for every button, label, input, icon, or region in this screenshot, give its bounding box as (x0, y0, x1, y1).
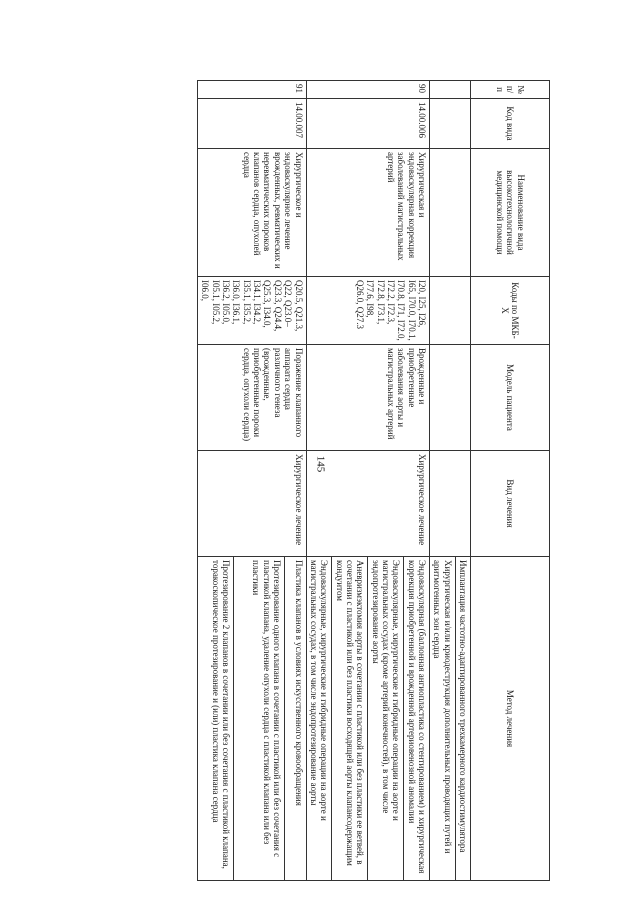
cell-method: Пластика клапанов в условиях искусственного кровообращения (284, 557, 306, 881)
cell-model: Поражение клапанного аппарата сердца различного генеза (врожденные, приобретенные пороки сердца, опухоли сердца) (198, 345, 306, 451)
header-name: Наименование вида высокотехнологичной медицинской помощи (471, 149, 550, 277)
header-num: № п/п (471, 81, 550, 99)
header-code: Код вида (471, 99, 550, 149)
cell-treatment: Хирургическое лечение (306, 451, 429, 557)
cell-name: Хирургическое и эндоваскулярное лечение врожденных, ревматических и неревматических пороков клапанов сердца, опухолей сердца (198, 149, 306, 277)
cell-num: 90 (306, 81, 429, 99)
cell-method: Хирургическая и/или криодеструкция дополнительных проводящих путей и аритмогенных зон сердца (429, 557, 455, 881)
cell-method: Протезирование 2 клапанов в сочетании или без сочетания с пластикой клапана, торакоскопическое протезирование и (или) пластика клапана сердца (198, 557, 234, 881)
cell-method: Аневризмэктомия аорты в сочетании с пластикой или без пластики ее ветвей, в сочетании с пластикой или без пластики восходящей аорты клапансодержащим кондуитом (332, 557, 368, 881)
treatment-table (197, 80, 550, 881)
cell-model: Врожденные и приобретенные заболевания аорты и магистральных артерий (306, 345, 429, 451)
cell-method: Эндоваскулярные, хирургические и гибридные операции на аорте и магистральных сосудах, в том числе эндопротезирование аорты (306, 557, 332, 881)
cell-treatment (429, 451, 470, 557)
cell-method: Эндоваскулярная (баллонная ангиопластика со стентированием) и хирургическая коррекция приобретенной и врожденной артериовенозной аномалии (404, 557, 430, 881)
cell-treatment: Хирургическое лечение (198, 451, 306, 557)
header-treatment: Вид лечения (471, 451, 550, 557)
table-row (284, 81, 306, 881)
page-number: 145 (314, 455, 327, 473)
cell-mkb: I20, I25, I26, I65, I70.0, I70.1, I70.8, I71, I72.0, I72.2, I72.3, I72.8, I73.1, I77.6, I98, Q26.0, Q27.3 (306, 277, 429, 345)
cell-code: 14.00.006 (306, 99, 429, 149)
header-model: Модель пациента (471, 345, 550, 451)
table-row (404, 81, 430, 881)
header-mkb: Коды по МКБ-Х (471, 277, 550, 345)
cell-method: Протезирование одного клапана в сочетании с пластикой или без сочетания с пластикой клапана, удаление опухоли сердца с пластикой клапана или без пластики (234, 557, 285, 881)
cell-mkb (429, 277, 470, 345)
cell-num: 91 (198, 81, 306, 99)
cell-name (429, 149, 470, 277)
header-method: Метод лечения (471, 557, 550, 881)
table-row (455, 81, 470, 881)
cell-model (429, 345, 470, 451)
cell-method: Имплантация частотно-адаптированного трехкамерного кардиостимулятора (455, 557, 470, 881)
cell-code: 14.00.007 (198, 99, 306, 149)
cell-method: Эндоваскулярные, хирургические и гибридные операции на аорте и магистральных сосудах (кроме артерий конечностей), в том числе эндопротезирование аорты (368, 557, 404, 881)
cell-num (429, 81, 470, 99)
cell-code (429, 99, 470, 149)
cell-mkb: Q20.5, Q21.3, Q22, Q23.0–Q23.3, Q24.4, Q25.3, I34.0, I34.1, I34.2, I35.1, I35.2, I36.0, I36.1, I36.2, I05.0, I05.1, I05.2, I06.0, (198, 277, 306, 345)
table-header-row (471, 81, 550, 881)
cell-name: Хирургическая и эндоваскулярная коррекция заболеваний магистральных артерий (306, 149, 429, 277)
